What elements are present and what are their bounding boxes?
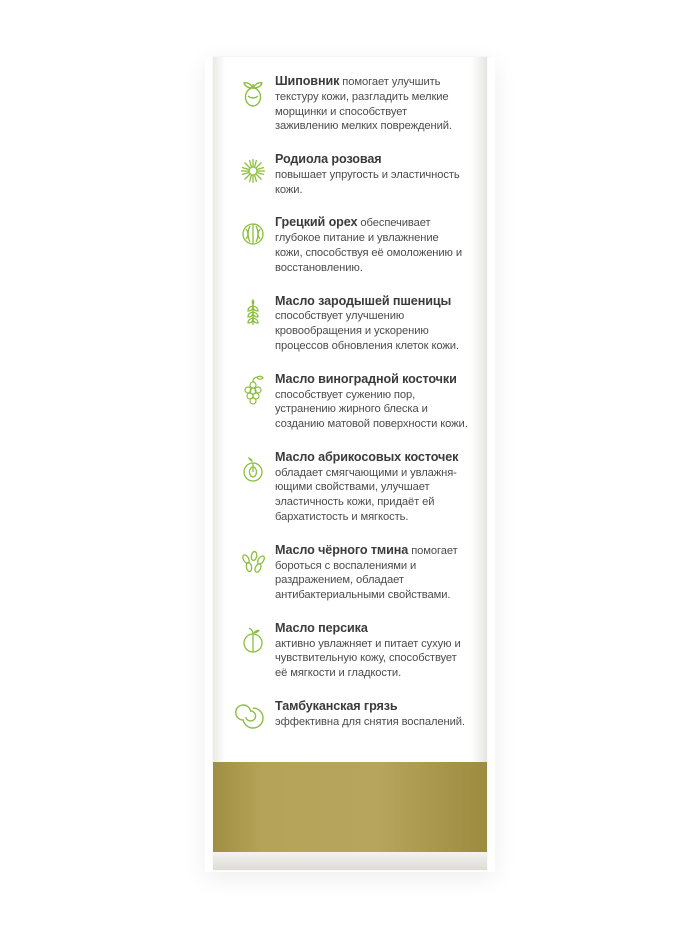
list-item xyxy=(231,616,469,681)
ingredient-description: эффективна для снятия воспалений. xyxy=(275,715,465,728)
list-item xyxy=(231,367,469,432)
ingredient-list xyxy=(231,69,469,753)
wheat-germ-icon xyxy=(231,291,275,335)
list-item xyxy=(231,694,469,740)
grape-seed-icon xyxy=(231,369,275,413)
list-item-text xyxy=(275,694,469,730)
ingredient-name: Масло чёрного тмина xyxy=(275,542,409,557)
list-item-text xyxy=(275,210,469,275)
list-item-text xyxy=(275,367,469,432)
ingredient-description: обладает смягчающими и увлажня-ющими свойствами, улучшает эластичность кожи, придаёт ей бархатистость и мягкость. xyxy=(275,466,457,523)
ingredient-description: повышает упругость и эластичность кожи. xyxy=(275,168,460,196)
apricot-kernel-icon xyxy=(231,447,275,491)
ingredient-description: обеспечивает глубокое питание и увлажнение кожи, способствуя её омоложению и восстановлению. xyxy=(275,217,462,274)
list-item-text xyxy=(275,445,469,525)
list-item xyxy=(231,69,469,134)
package-gold-band xyxy=(213,762,487,852)
list-item xyxy=(231,289,469,354)
list-item-text xyxy=(275,616,469,681)
ingredient-name: Масло персика xyxy=(275,620,368,635)
peach-icon xyxy=(231,618,275,662)
package-bottom-edge xyxy=(213,852,487,870)
walnut-icon xyxy=(231,212,275,256)
list-item xyxy=(231,538,469,603)
ingredient-name: Шиповник xyxy=(275,74,340,88)
ingredient-name: Грецкий орех xyxy=(275,215,358,230)
list-item-text xyxy=(275,289,469,354)
list-item-text xyxy=(275,147,469,197)
product-package xyxy=(213,57,487,870)
list-item-text xyxy=(275,69,469,134)
list-item xyxy=(231,210,469,275)
black-cumin-icon xyxy=(231,540,275,584)
tambukan-mud-icon xyxy=(231,696,275,740)
list-item-text xyxy=(275,538,469,603)
ingredient-description: способствует сужению пор, устранению жирного блеска и созданию матовой поверхности кожи. xyxy=(275,388,468,431)
ingredient-name: Масло абрикосовых косточек xyxy=(275,449,459,464)
list-item xyxy=(231,445,469,525)
ingredient-name: Масло виноградной косточки xyxy=(275,371,457,386)
ingredient-name: Тамбуканская грязь xyxy=(275,699,398,713)
rosehip-icon xyxy=(231,71,275,115)
ingredient-description: способствует улучшению кровообращения и ускорению процессов обновления клеток кожи. xyxy=(275,310,459,352)
rhodiola-flower-icon xyxy=(231,149,275,193)
ingredient-description: активно увлажняет и питает сухую и чувствительную кожу, способствует её мягкости и гладкости. xyxy=(275,637,461,680)
ingredient-name: Родиола розовая xyxy=(275,152,382,167)
ingredient-description: помогает улучшить текстуру кожи, разгладить мелкие морщинки и способствует заживлению мелких повреждений. xyxy=(275,76,452,133)
ingredient-description: помогает бороться с воспалениями и раздражением, обладает антибактериальными свойствами. xyxy=(275,544,458,602)
package-right-edge xyxy=(471,57,487,870)
ingredient-name: Масло зародышей пшеницы xyxy=(275,293,452,308)
package-left-edge xyxy=(213,57,225,870)
list-item xyxy=(231,147,469,197)
